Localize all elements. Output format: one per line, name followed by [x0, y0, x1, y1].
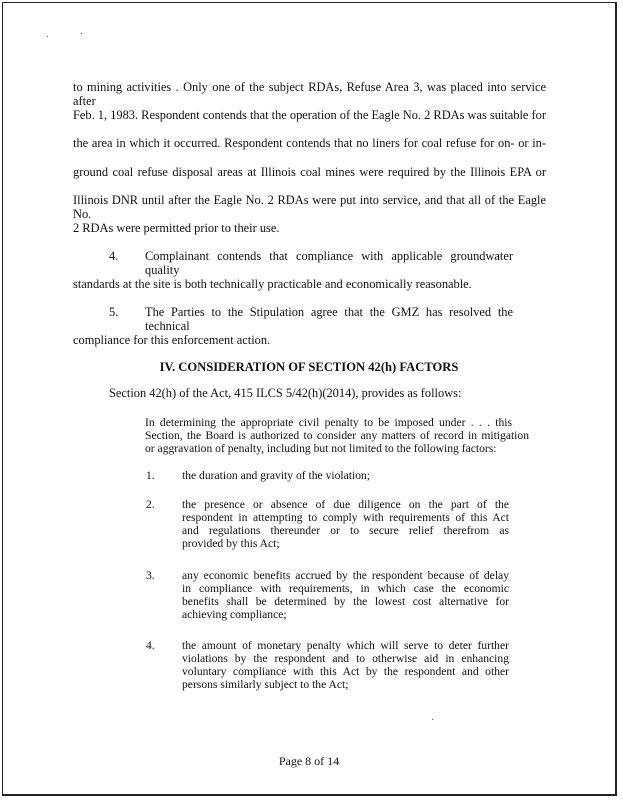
factor-line: provided by this Act;: [182, 537, 280, 550]
paragraph-line: Complainant contends that compliance with applicable groundwater quality: [145, 249, 513, 277]
factor-number: 3.: [146, 569, 155, 582]
quote-line: In determining the appropriate civil penalty to be imposed under . . . this: [145, 416, 512, 429]
factor-number: 4.: [146, 639, 155, 652]
body-line: 2 RDAs were permitted prior to their use.: [73, 221, 280, 235]
factor-line: the duration and gravity of the violation;: [182, 469, 371, 482]
paragraph-number: 4.: [109, 249, 119, 263]
factor-line: respondent in attempting to comply with requirements of this Act: [182, 511, 509, 524]
factor-line: any economic benefits accrued by the respondent because of delay: [182, 569, 509, 582]
factor-line: the amount of monetary penalty which will serve to deter further: [182, 639, 509, 652]
factor-line: in compliance with requirements, in which case the economic: [182, 582, 509, 595]
scan-speck: [81, 33, 82, 34]
factor-line: persons similarly subject to the Act;: [182, 678, 349, 691]
factor-line: violations by the respondent and to otherwise aid in enhancing: [182, 652, 509, 665]
scan-speck: [432, 719, 433, 720]
factor-line: achieving compliance;: [182, 608, 287, 621]
body-line: ground coal refuse disposal areas at Illinois coal mines were required by the Illinois EPA or: [73, 165, 546, 179]
document-page: [2, 2, 617, 796]
factor-line: voluntary compliance with this Act by the respondent and other: [182, 665, 509, 678]
body-line: to mining activities . Only one of the subject RDAs, Refuse Area 3, was placed into service after: [73, 80, 546, 108]
page-number: Page 8 of 14: [278, 754, 340, 768]
body-line: Feb. 1, 1983. Respondent contends that the operation of the Eagle No. 2 RDAs was suitable for: [73, 108, 546, 122]
factor-line: benefits shall be determined by the lowest cost alternative for: [182, 595, 509, 608]
factor-line: and regulations thereunder or to secure relief therefrom as: [182, 524, 509, 537]
paragraph-line: compliance for this enforcement action.: [73, 333, 271, 347]
factor-line: the presence or absence of due diligence on the part of the: [182, 498, 509, 511]
paragraph-line: standards at the site is both technically practicable and economically reasonable.: [73, 277, 472, 291]
quote-line: or aggravation of penalty, including but not limited to the following factors:: [145, 442, 497, 455]
paragraph-number: 5.: [109, 305, 119, 319]
paragraph-line: The Parties to the Stipulation agree that the GMZ has resolved the technical: [145, 305, 513, 333]
scan-speck: [47, 36, 48, 37]
factor-number: 1.: [146, 469, 155, 482]
section-heading: IV. CONSIDERATION OF SECTION 42(h) FACTORS: [159, 360, 459, 374]
body-line: the area in which it occurred. Respondent contends that no liners for coal refuse for on- or in-: [73, 136, 546, 150]
body-line: Illinois DNR until after the Eagle No. 2 RDAs were put into service, and that all of the Eagle No.: [73, 193, 546, 221]
factor-number: 2.: [146, 498, 155, 511]
quote-line: Section, the Board is authorized to consider any matters of record in mitigation: [145, 429, 529, 442]
section-intro: Section 42(h) of the Act, 415 ILCS 5/42(h)(2014), provides as follows:: [109, 386, 462, 400]
